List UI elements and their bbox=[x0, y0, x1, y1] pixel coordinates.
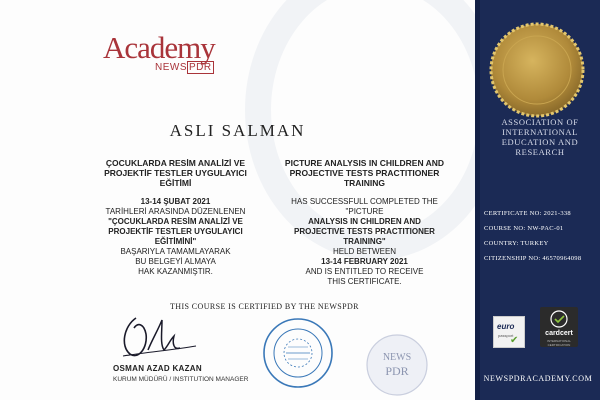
association-line-2: INTERNATIONAL bbox=[502, 127, 578, 137]
stamp-news-line-2: PDR bbox=[385, 364, 409, 378]
europass-badge-subtext: passport bbox=[498, 333, 514, 338]
tr-line-1: TARİHLERİ ARASINDA DÜZENLENEN bbox=[105, 207, 246, 216]
tr-course-3: EĞİTİMİNİ" bbox=[154, 237, 197, 246]
en-heading-2: PROJECTIVE TESTS PRACTITIONER bbox=[289, 168, 440, 178]
panel-stripe bbox=[475, 0, 480, 400]
tr-date: 13-14 ŞUBAT 2021 bbox=[140, 197, 211, 206]
association-title bbox=[485, 117, 595, 157]
tr-course-1: "ÇOCUKLARDA RESİM ANALİZİ VE bbox=[108, 217, 243, 226]
certified-by-text: THIS COURSE IS CERTIFIED BY THE NEWSPDR bbox=[170, 302, 359, 311]
stamp-news-line-1: NEWS bbox=[382, 352, 412, 363]
gold-seal bbox=[481, 20, 593, 120]
tr-line-4: HAK KAZANMIŞTIR. bbox=[138, 267, 213, 276]
tr-heading-1: ÇOCUKLARDA RESİM ANALİZİ VE bbox=[105, 158, 246, 168]
en-date: 13-14 FEBRUARY 2021 bbox=[321, 257, 408, 266]
europass-badge bbox=[493, 316, 525, 348]
en-line-2: HELD BETWEEN bbox=[332, 247, 397, 256]
course-no: COURSE NO: NW-PAC-01 bbox=[484, 225, 564, 232]
en-course-1: ANALYSIS IN CHILDREN AND bbox=[308, 217, 421, 226]
academy-logo bbox=[103, 30, 215, 73]
logo-sub-text bbox=[155, 62, 214, 73]
tr-heading-3: EĞİTİMİ bbox=[159, 178, 192, 188]
round-stamp bbox=[262, 317, 334, 389]
association-line-1: ASSOCIATION OF bbox=[501, 117, 579, 127]
logo-sub-prefix: NEWS bbox=[155, 62, 187, 73]
tr-heading-2: PROJEKTİF TESTLER UYGULAYICI bbox=[104, 168, 247, 178]
website-url: NEWSPDRACADEMY.COM bbox=[483, 374, 593, 383]
certificate-no: CERTIFICATE NO: 2021-338 bbox=[484, 210, 571, 217]
tr-line-2: BAŞARIYLA TAMAMLAYARAK bbox=[120, 247, 231, 256]
newspdr-stamp bbox=[365, 333, 429, 397]
english-text-column bbox=[272, 158, 457, 287]
cardcert-badge bbox=[540, 307, 578, 347]
citizenship-no: CITIZENSHIP NO: 46570964098 bbox=[484, 255, 582, 262]
signer-title: KURUM MÜDÜRÜ / INSTITUTION MANAGER bbox=[113, 376, 249, 383]
en-heading-3: TRAINING bbox=[343, 178, 386, 188]
en-course-2: PROJECTIVE TESTS PRACTITIONER bbox=[294, 227, 435, 236]
recipient-name: ASLI SALMAN bbox=[169, 121, 306, 140]
country: COUNTRY: TURKEY bbox=[484, 240, 549, 247]
check-icon: ✔ bbox=[510, 335, 519, 346]
signer-name: OSMAN AZAD KAZAN bbox=[113, 364, 202, 373]
signature-image bbox=[118, 310, 198, 365]
turkish-text-column bbox=[88, 158, 263, 277]
logo-main-text: Academy bbox=[103, 30, 215, 65]
association-line-4: RESEARCH bbox=[515, 147, 565, 157]
europass-badge-text: euro bbox=[497, 322, 515, 331]
en-course-3: TRAINING" bbox=[343, 237, 386, 246]
en-line-4: THIS CERTIFICATE. bbox=[327, 277, 402, 286]
association-line-3: EDUCATION AND bbox=[501, 137, 579, 147]
en-line-1: HAS SUCCESSFULL COMPLETED THE "PICTURE bbox=[291, 197, 438, 216]
en-heading-1: PICTURE ANALYSIS IN CHILDREN AND bbox=[284, 158, 445, 168]
tr-course-2: PROJEKTİF TESTLER UYGULAYICI bbox=[108, 227, 243, 236]
cardcert-badge-text: cardcert bbox=[545, 330, 573, 337]
cardcert-check-icon bbox=[540, 307, 578, 329]
en-line-3: AND IS ENTITLED TO RECEIVE bbox=[305, 267, 424, 276]
tr-line-3: BU BELGEYİ ALMAYA bbox=[135, 257, 216, 266]
logo-sub-box: PDR bbox=[189, 62, 212, 73]
cardcert-badge-subtext: INTERNATIONAL CERTIFICATION bbox=[547, 339, 571, 347]
